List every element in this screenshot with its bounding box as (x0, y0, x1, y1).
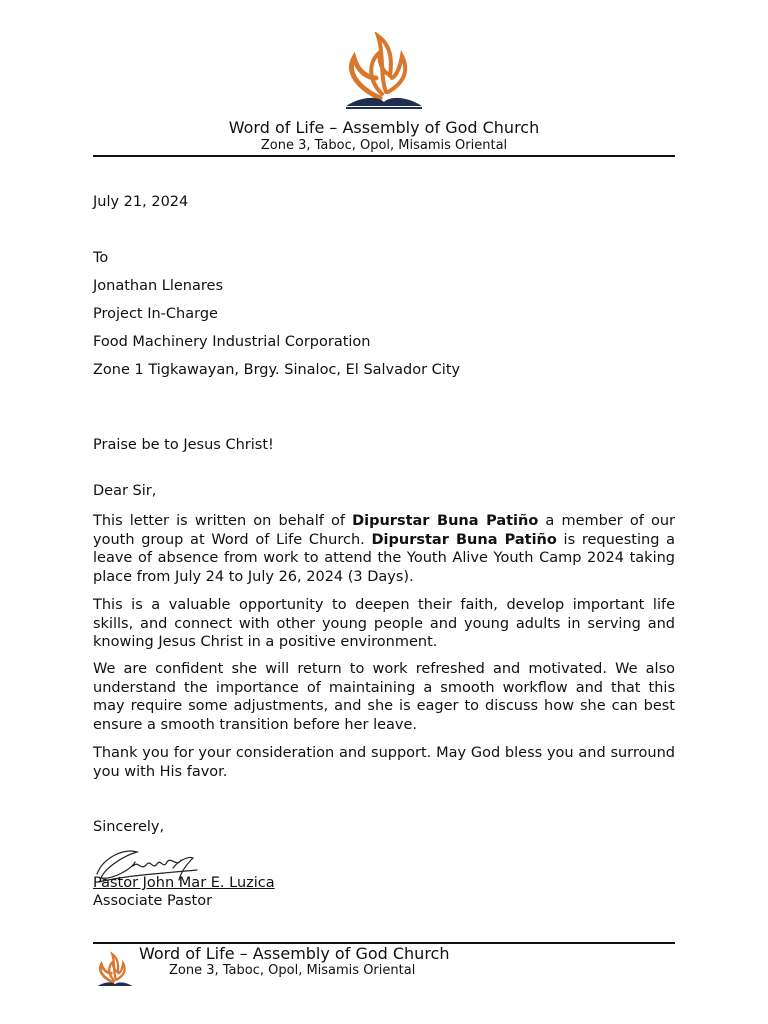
paragraph-1-end: is requesting a leave of absence from work to attend the Youth Alive Youth Camp 2024 taking place from July 24 to July 26, 2024 (3 Days). (93, 531, 675, 585)
letterhead-church-name: Word of Life – Assembly of God Church (228, 118, 540, 137)
member-name: Dipurstar Buna Patiño (371, 531, 557, 548)
recipient-position: Project In-Charge (93, 306, 218, 322)
signer-name: Pastor John Mar E. Luzica (93, 875, 275, 891)
body-paragraph-2: This is a valuable opportunity to deepen their faith, develop important life skills, and connect with other young people and young adults in serving and knowing Jesus Christ in a positive environment. (93, 597, 675, 650)
signer-title: Associate Pastor (93, 893, 213, 909)
footer-logo-icon (95, 951, 135, 991)
paragraph-1-middle: a member of our youth group at Word of Life Church. (93, 513, 675, 548)
sign-off: Sincerely, (93, 819, 165, 835)
salutation: Dear Sir, (93, 483, 157, 499)
footer-church-name: Word of Life – Assembly of God Church (139, 944, 450, 963)
recipient-to: To (93, 250, 109, 266)
greeting: Praise be to Jesus Christ! (93, 437, 274, 453)
letterhead-address: Zone 3, Taboc, Opol, Misamis Oriental (260, 138, 508, 153)
paragraph-1-intro: This letter is written on behalf of (93, 513, 353, 529)
church-logo-icon (340, 32, 428, 114)
letter-date: July 21, 2024 (93, 194, 189, 210)
footer-address: Zone 3, Taboc, Opol, Misamis Oriental (169, 963, 416, 978)
recipient-name: Jonathan Llenares (93, 278, 224, 294)
body-paragraph-4: Thank you for your consideration and support. May God bless you and surround you with His favor. (93, 745, 675, 780)
recipient-company: Food Machinery Industrial Corporation (93, 334, 371, 350)
recipient-address: Zone 1 Tigkawayan, Brgy. Sinaloc, El Salvador City (93, 362, 461, 378)
body-paragraph-3: We are confident she will return to work refreshed and motivated. We also understand the importance of maintaining a smooth workflow and that this may require some adjustments, and she is eager to discuss how she can best ensure a smooth transition before her leave. (93, 661, 675, 733)
letterhead-divider (93, 155, 675, 157)
body-paragraph-1 (93, 512, 675, 586)
member-name: Dipurstar Buna Patiño (352, 513, 539, 529)
